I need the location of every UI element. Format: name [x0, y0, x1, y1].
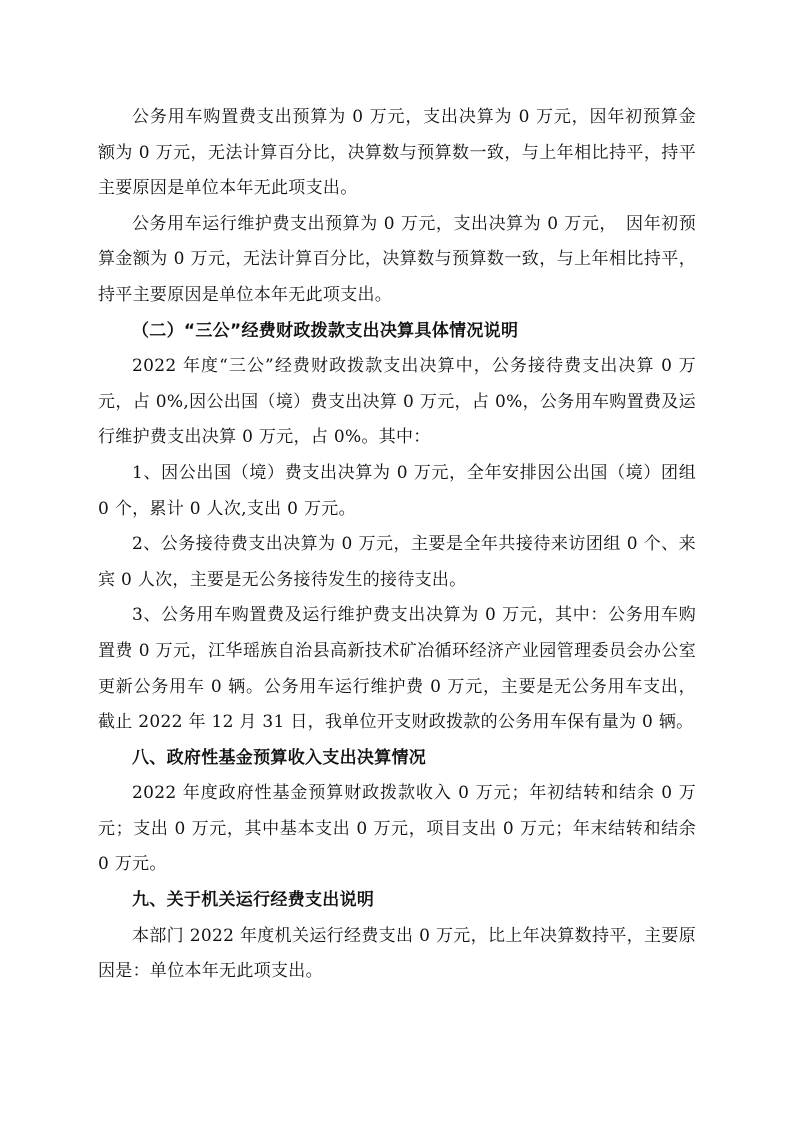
paragraph-three-public-summary: 2022 年度“三公”经费财政拨款支出决算中，公务接待费支出决算 0 万元，占 0%,因公出国（境）费支出决算 0 万元，占 0%，公务用车购置费及运行维护费支出决算 0 万元，占 0%。其中： — [98, 356, 696, 448]
section-heading-three-public: （二）“三公”经费财政拨款支出决算具体情况说明 — [132, 320, 519, 341]
paragraph-government-fund: 2022 年度政府性基金预算财政拨款收入 0 万元；年初结转和结余 0 万元；支出 0 万元，其中基本支出 0 万元，项目支出 0 万元；年末结转和结余 0 万元。 — [98, 783, 696, 875]
section-heading-government-fund: 八、政府性基金预算收入支出决算情况 — [132, 747, 427, 768]
document-page — [98, 100, 696, 990]
paragraph-overseas-travel: 1、因公出国（境）费支出决算为 0 万元，全年安排因公出国（境）团组 0 个，累计 0 人次,支出 0 万元。 — [98, 462, 696, 519]
paragraph-operating-expenses: 本部门 2022 年度机关运行经费支出 0 万元，比上年决算数持平，主要原因是：单位本年无此项支出。 — [98, 925, 696, 982]
paragraph-reception: 2、公务接待费支出决算为 0 万元，主要是全年共接待来访团组 0 个、来宾 0 人次，主要是无公务接待发生的接待支出。 — [98, 534, 696, 590]
paragraph-vehicle-maintenance: 公务用车运行维护费支出预算为 0 万元，支出决算为 0 万元， 因年初预算金额为 0 万元，无法计算百分比，决算数与预算数一致，与上年相比持平，持平主要原因是单位本年无此项支出。 — [98, 213, 696, 305]
section-heading-operating-expenses: 九、关于机关运行经费支出说明 — [132, 890, 375, 911]
paragraph-vehicle-details: 3、公务用车购置费及运行维护费支出决算为 0 万元，其中：公务用车购置费 0 万元，江华瑶族自治县高新技术矿冶循环经济产业园管理委员会办公室更新公务用车 0 辆。公务用车运行维护费 0 万元，主要是无公务用车支出，截止 2022 年 12 月 31 日，我单位开支财政拨款的公务用车保有量为 0 辆。 — [98, 605, 696, 733]
paragraph-vehicle-purchase: 公务用车购置费支出预算为 0 万元，支出决算为 0 万元，因年初预算金额为 0 万元，无法计算百分比，决算数与预算数一致，与上年相比持平，持平主要原因是单位本年无此项支出。 — [98, 107, 696, 199]
